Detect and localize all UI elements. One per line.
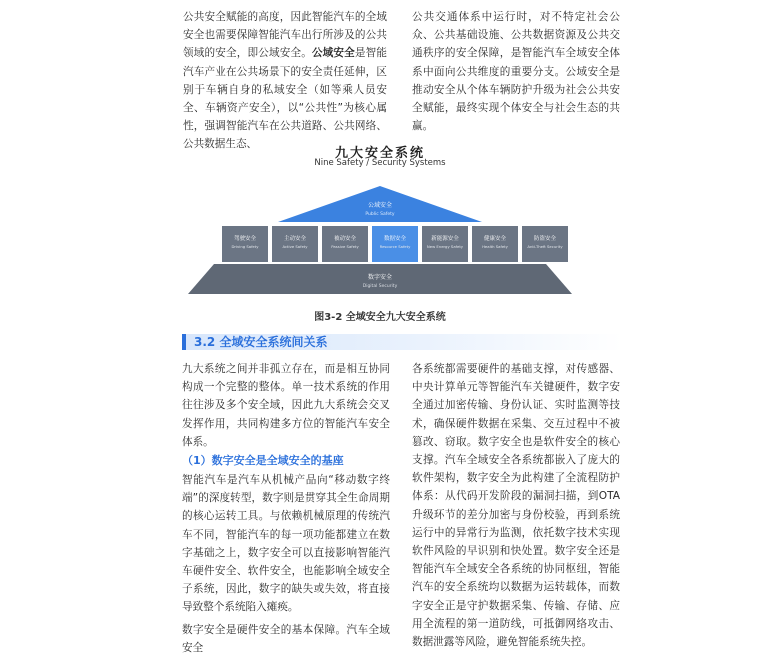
bottom-right-paragraph: 各系统都需要硬件的基础支撑，对传感器、中央计算单元等智能汽车关键硬件，数字安全通过加密传输、身份认证、实时监测等技术，确保硬件数据在采集、交互过程中不被篡改、窃取。数字安全也是软件安全的核心支撑。汽车全域安全各系统都嵌入了庞大的软件架构，数字安全为此构建了全流程防护体系：从代码开发阶段的漏洞扫描，到OTA升级环节的差分加密与身份校验，再到系统运行中的异常行为监测，依托数字技术实现软件风险的早识别和快处置。数字安全还是智能汽车全域安全各系统的协同枢纽，智能汽车的安全系统均以数据为运转载体，而数字安全正是守护数据采集、传输、存储、应用全流程的第一道防线，可抵御网络攻击、数据泄露等风险，避免智能系统失控。 (412, 363, 620, 649)
roof-label-cn: 公域安全 (367, 202, 393, 209)
bottom-left-column (182, 360, 390, 657)
diagram-subtitle: Nine Safety / Security Systems (314, 158, 446, 168)
pillar-label-cn: 驾驶安全 (233, 236, 257, 242)
bottom-right-column (412, 360, 620, 651)
pillar-label-en: Active Safety (282, 244, 308, 249)
bottom-left-paragraph-3: 数字安全是硬件安全的基本保障。汽车全域安全 (182, 623, 390, 654)
top-left-text-2: 是智能汽车产业在公共场景下的安全责任延伸，区别于车辆自身的私域安全（如等乘人员安全、车辆资产安全），以“公共性”为核心属性，强调智能汽车在公共道路、公共网络、公共数据生态、 (183, 47, 388, 151)
figure-caption: 图3-2 全域安全九大安全系统 (314, 312, 446, 323)
top-right-text: 公共交通体系中运行时，对不特定社会公众、公共基础设施、公共数据资源及公共交通秩序的安全保障，是智能汽车全域安全体系中面向公共维度的重要分支。公域安全是推动安全从个体车辆防护升级为社会公共安全赋能，最终实现个体安全与社会生态的共赢。 (412, 11, 620, 133)
pillar-label-cn: 主动安全 (283, 236, 307, 242)
pillar-label-en: Passive Safety (331, 244, 359, 249)
top-left-paragraph (183, 8, 387, 154)
base-label-en: Digital Security (362, 284, 398, 289)
top-right-paragraph (412, 8, 620, 135)
base-label-cn: 数字安全 (367, 274, 393, 281)
diagram-title: 九大安全系统 (334, 146, 425, 161)
bottom-left-paragraph-2: 智能汽车是汽车从机械产品向“移动数字终端”的深度转型，数字则是贯穿其全生命周期的核心运转工具。与依赖机械原理的传统汽车不同，智能汽车的每一项功能都建立在数字基础之上，数字安全可以直接影响智能汽车硬件安全、软件安全，也能影响全域安全子系统，因此，数字的缺失或失效，将直接导致整个系统陷入瘫痪。 (182, 474, 390, 614)
nine-systems-diagram (178, 170, 582, 298)
pillar-label-en: Health Safety (482, 244, 508, 249)
roof-label-en: Public Safety (365, 212, 395, 217)
bottom-left-paragraph-1: 九大系统之间并非孤立存在，而是相互协同构成一个完整的整体。单一技术系统的作用往往涉及多个安全域，因此九大系统会交叉发挥作用，共同构建多方位的智能汽车安全体系。 (182, 363, 390, 448)
pillar-label-cn: 数据安全 (383, 236, 407, 242)
section-heading-marker (182, 334, 186, 350)
top-left-text-1: 公共安全赋能的高度，因此智能汽车的全域安全也需要保障智能汽车出行所涉及的公共领域的安全，即公域安全。 (183, 11, 387, 60)
pillar-label-en: New Energy Safety (426, 244, 464, 249)
pillar-label-cn: 防盗安全 (533, 236, 557, 242)
pillar-label-cn: 健康安全 (483, 236, 507, 242)
public-safety-term: 公域安全 (311, 47, 355, 60)
pillar-label-en: Driving Safety (231, 244, 259, 249)
section-number: 3.2 (194, 335, 216, 349)
pillar-label-cn: 新能源安全 (431, 236, 459, 242)
pillar-label-en: Resource Safety (379, 244, 411, 249)
pillar-label-cn: 被动安全 (333, 236, 357, 242)
subsection-heading: （1）数字安全是全域安全的基座 (182, 454, 344, 468)
pillars-group (222, 226, 568, 262)
section-title: 全域安全系统间关系 (219, 335, 328, 349)
section-heading (194, 333, 327, 351)
pillar-label-en: Anti-Theft Security (527, 244, 563, 249)
